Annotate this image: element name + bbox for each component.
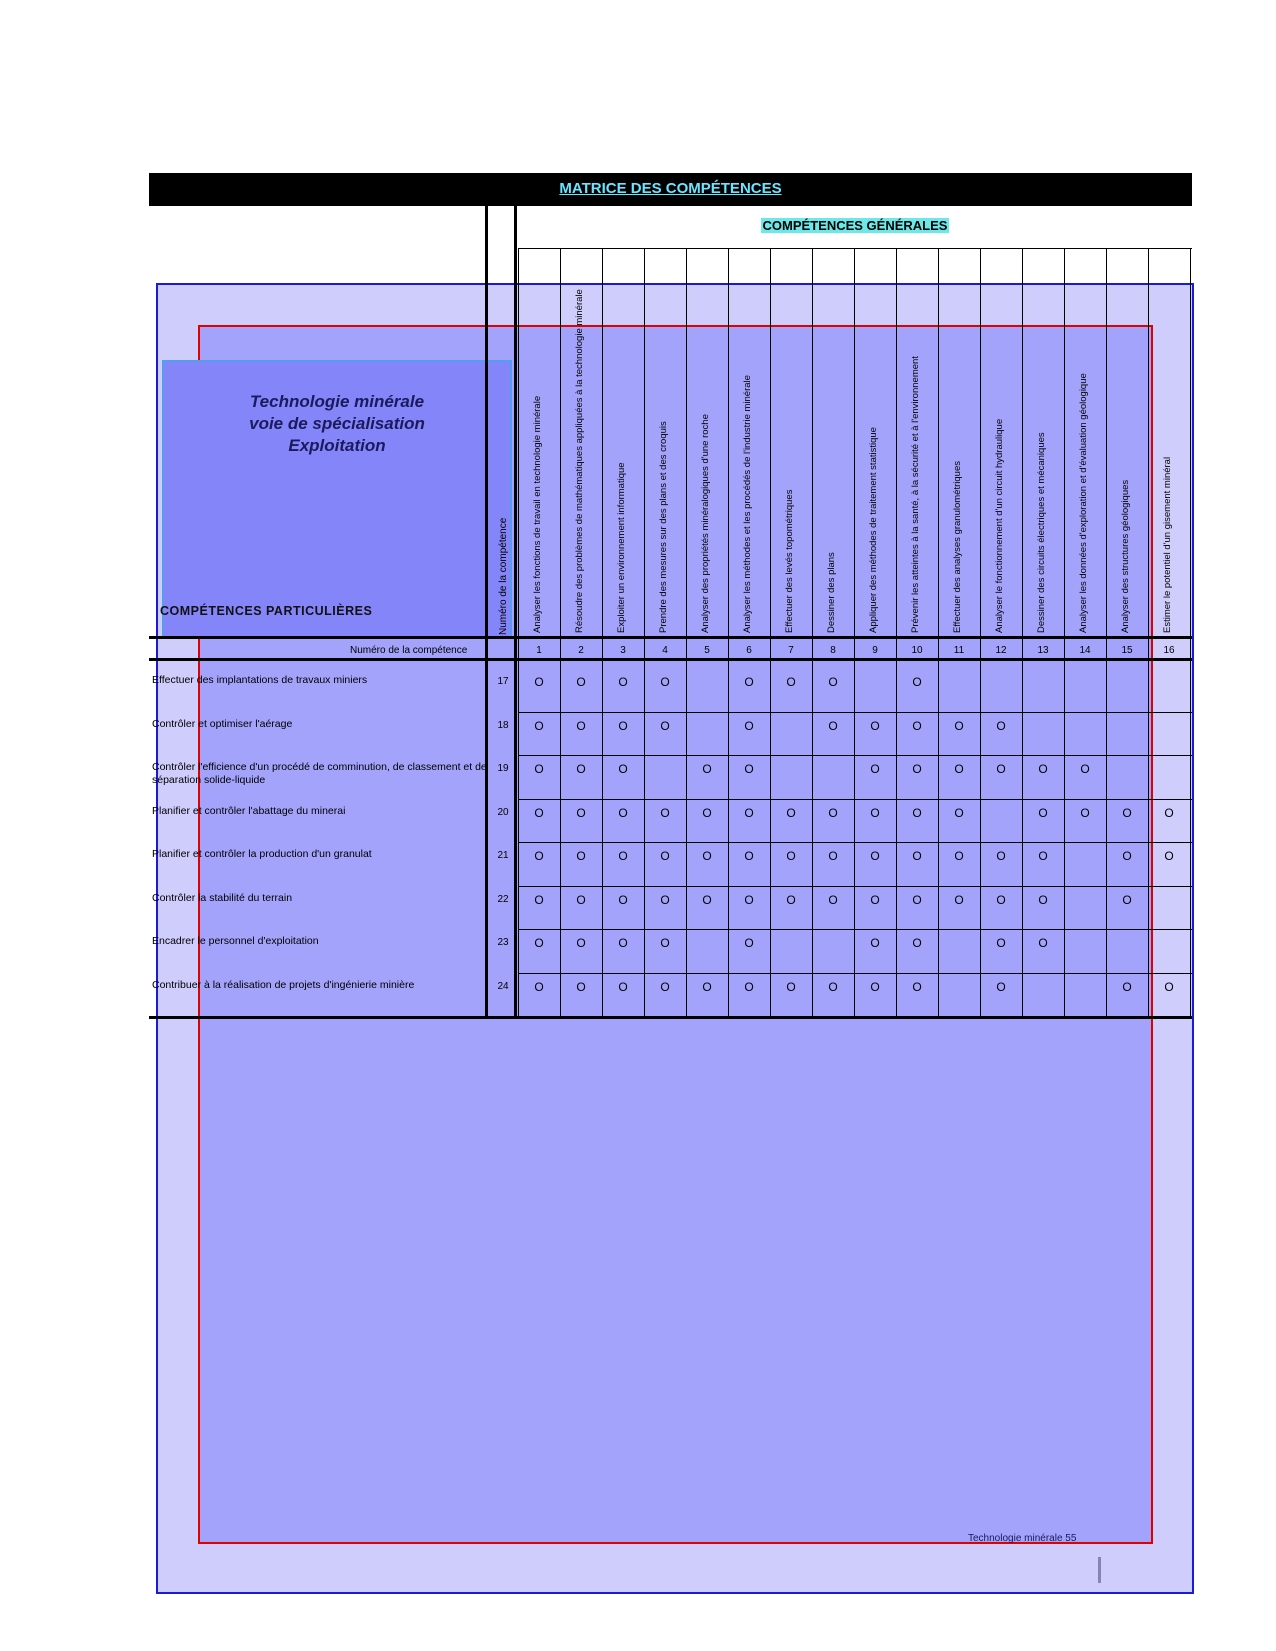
matrix-mark: O (618, 979, 628, 994)
column-number: 7 (788, 645, 794, 656)
particular-competence-label: Contrôler la stabilité du terrain (152, 891, 293, 904)
matrix-mark: O (1080, 805, 1090, 820)
matrix-mark: O (954, 849, 964, 863)
matrix-mark: O (702, 805, 712, 820)
matrix-mark: O (744, 718, 754, 733)
matrix-mark: O (534, 805, 544, 820)
matrix-mark: O (1038, 849, 1048, 863)
general-competences-title: COMPÉTENCES GÉNÉRALES (762, 218, 948, 233)
matrix-mark: O (744, 936, 754, 950)
matrix-mark: O (744, 892, 754, 907)
matrix-mark: O (828, 718, 838, 733)
column-number: 9 (872, 645, 878, 656)
matrix-mark: O (1038, 892, 1048, 907)
column-number: 4 (662, 645, 668, 656)
matrix-mark: O (618, 936, 628, 950)
matrix-mark: O (912, 936, 922, 950)
matrix-mark: O (702, 979, 712, 994)
matrix-mark: O (870, 892, 880, 907)
column-number: 3 (620, 645, 626, 656)
column-number: 6 (746, 645, 752, 656)
matrix-mark: O (576, 762, 586, 776)
row-divider (518, 886, 1192, 887)
matrix-mark: O (702, 762, 712, 776)
specialization-line-1: Technologie minérale (249, 392, 425, 411)
matrix-mark: O (786, 805, 796, 820)
matrix-mark: O (828, 849, 838, 863)
row-divider (518, 755, 1192, 756)
matrix-mark: O (534, 762, 544, 776)
matrix-mark: O (576, 849, 586, 863)
matrix-mark: O (576, 936, 586, 950)
column-number: 15 (1121, 645, 1133, 656)
particular-competence-label: Encadrer le personnel d'exploitation (152, 935, 319, 947)
matrix-mark: O (870, 762, 880, 776)
general-competence-header: Analyser les méthodes et les procédés de l'industrie minérale (742, 375, 753, 633)
matrix-mark: O (828, 979, 838, 994)
general-competence-header: Prévenir les atteintes à la santé, à la sécurité et à l'environnement (910, 356, 921, 633)
matrix-mark: O (786, 675, 796, 689)
matrix-mark: O (618, 675, 628, 689)
general-header-line (518, 248, 1192, 249)
number-column-header: Numéro de la compétence (498, 517, 509, 635)
header-bottom-line (149, 636, 1192, 639)
matrix-mark: O (618, 762, 628, 776)
matrix-mark: O (702, 892, 712, 907)
competence-number-label: Numéro de la compétence (350, 645, 468, 656)
matrix-mark: O (576, 805, 586, 820)
matrix-mark: O (1122, 805, 1132, 820)
general-competence-header: Exploiter un environnement informatique (616, 462, 627, 633)
particular-competence-number: 22 (497, 893, 509, 905)
column-divider (1148, 248, 1149, 1016)
particular-competence-number: 19 (497, 763, 509, 774)
matrix-mark: O (660, 675, 670, 689)
particular-competence-number: 23 (497, 937, 509, 948)
column-number: 11 (953, 645, 965, 656)
matrix-mark: O (1038, 805, 1048, 820)
matrix-mark: O (912, 762, 922, 776)
matrix-mark: O (576, 675, 586, 689)
general-competence-header: Analyser les données d'exploration et d'évaluation géologique (1078, 373, 1089, 633)
matrix-mark: O (660, 979, 670, 994)
column-divider (1190, 248, 1191, 1016)
matrix-mark: O (912, 849, 922, 863)
matrix-mark: O (660, 892, 670, 907)
title-bar (149, 173, 1192, 206)
general-competence-header: Analyser des structures géologiques (1120, 479, 1131, 633)
particular-competence-label: Planifier et contrôler la production d'un granulat (152, 848, 372, 860)
matrix-mark: O (618, 849, 628, 863)
matrix-mark: O (912, 892, 922, 907)
row-divider (518, 799, 1192, 800)
matrix-mark: O (996, 762, 1006, 776)
matrix-mark: O (744, 762, 754, 776)
row-divider (518, 929, 1192, 930)
specialization-line-3: Exploitation (288, 436, 386, 455)
general-competence-header: Effectuer des analyses granulométriques (952, 461, 963, 633)
matrix-mark: O (534, 979, 544, 994)
matrix-mark: O (912, 979, 922, 994)
general-competence-header: Analyser les fonctions de travail en technologie minérale (532, 395, 543, 633)
table-bottom-line (149, 1016, 1192, 1019)
particular-competence-number: 17 (497, 676, 509, 687)
column-number: 5 (704, 645, 710, 656)
matrix-mark: O (618, 718, 628, 733)
general-competence-header: Prendre des mesures sur des plans et des croquis (658, 421, 669, 633)
matrix-mark: O (534, 892, 544, 907)
general-competence-header: Appliquer des méthodes de traitement statistique (868, 427, 879, 633)
matrix-mark: O (786, 892, 796, 907)
particular-competences-label: COMPÉTENCES PARTICULIÈRES (160, 604, 373, 618)
row-divider (518, 712, 1192, 713)
matrix-mark: O (828, 675, 838, 689)
column-number: 8 (830, 645, 836, 656)
matrix-mark: O (996, 979, 1006, 994)
matrix-mark: O (870, 718, 880, 733)
particular-competence-number: 24 (497, 980, 509, 992)
specialization-title (163, 391, 511, 457)
matrix-mark: O (870, 805, 880, 820)
matrix-mark: O (996, 718, 1006, 733)
matrix-mark: O (744, 849, 754, 863)
matrix-mark: O (660, 849, 670, 863)
general-competence-header: Résoudre des problèmes de mathématiques appliquées à la technologie minérale (574, 289, 585, 633)
particular-competence-number: 18 (497, 719, 509, 731)
row-divider (518, 973, 1192, 974)
column-number: 2 (578, 645, 584, 656)
particular-competence-label: Contribuer à la réalisation de projets d'ingénierie minière (152, 978, 415, 991)
particular-competence-label: Effectuer des implantations de travaux miniers (152, 674, 368, 686)
matrix-mark: O (1038, 762, 1048, 776)
matrix-mark: O (996, 936, 1006, 950)
matrix-mark: O (954, 718, 964, 733)
general-competence-header: Estimer le potentiel d'un gisement minéral (1162, 456, 1173, 633)
specialization-line-2: voie de spécialisation (249, 414, 425, 433)
general-competence-header: Analyser le fonctionnement d'un circuit hydraulique (994, 418, 1005, 633)
matrix-mark: O (618, 892, 628, 907)
column-number: 1 (536, 645, 542, 656)
particular-competence-label: Contrôler l'efficience d'un procédé de comminution, de classement et de séparation solide-liquide (152, 761, 487, 786)
matrix-mark: O (660, 936, 670, 950)
number-row-bottom-line (149, 658, 1192, 661)
particular-competence-label: Planifier et contrôler l'abattage du minerai (152, 804, 346, 817)
matrix-mark: O (1122, 849, 1132, 863)
particular-competence-number: 21 (497, 850, 509, 861)
matrix-mark: O (576, 979, 586, 994)
matrix-mark: O (870, 849, 880, 863)
matrix-mark: O (534, 675, 544, 689)
matrix-mark: O (786, 979, 796, 994)
matrix-mark: O (1038, 936, 1048, 950)
matrix-mark: O (744, 979, 754, 994)
matrix-mark: O (954, 892, 964, 907)
general-competence-header: Dessiner des plans (826, 552, 837, 633)
matrix-mark: O (786, 849, 796, 863)
matrix-mark: O (744, 805, 754, 820)
matrix-mark: O (828, 892, 838, 907)
matrix-mark: O (534, 936, 544, 950)
matrix-mark: O (870, 936, 880, 950)
matrix-mark: O (744, 675, 754, 689)
matrix-mark: O (660, 805, 670, 820)
matrix-mark: O (870, 979, 880, 994)
general-competence-header: Effectuer des levés topométriques (784, 489, 795, 633)
matrix-mark: O (1122, 979, 1132, 994)
matrix-mark: O (702, 849, 712, 863)
column-number: 13 (1037, 645, 1049, 656)
matrix-mark: O (996, 849, 1006, 863)
matrix-mark: O (954, 805, 964, 820)
matrix-mark: O (912, 718, 922, 733)
matrix-mark: O (954, 762, 964, 776)
matrix-mark: O (912, 675, 922, 689)
matrix-mark: O (912, 805, 922, 820)
matrix-mark: O (534, 849, 544, 863)
matrix-mark: O (1122, 892, 1132, 907)
row-divider (518, 842, 1192, 843)
matrix-title: MATRICE DES COMPÉTENCES (559, 180, 782, 197)
matrix-mark: O (1080, 762, 1090, 776)
column-number: 10 (911, 645, 923, 656)
general-competence-header: Analyser des propriétés minéralogiques d'une roche (700, 414, 711, 633)
matrix-mark: O (996, 892, 1006, 907)
page-footer: Technologie minérale 55 (968, 1533, 1077, 1544)
matrix-mark: O (828, 805, 838, 820)
matrix-mark: O (660, 718, 670, 733)
column-number: 16 (1163, 645, 1175, 656)
matrix-mark: O (1164, 805, 1174, 820)
column-number: 12 (995, 645, 1007, 656)
particular-competence-label: Contrôler et optimiser l'aérage (152, 717, 293, 730)
matrix-mark: O (618, 805, 628, 820)
matrix-mark: O (1164, 979, 1174, 994)
particular-competence-number: 20 (497, 806, 509, 818)
general-competence-header: Dessiner des circuits électriques et mécaniques (1036, 432, 1047, 633)
column-number: 14 (1079, 645, 1091, 656)
specialization-block (162, 360, 512, 637)
footer-marker (1098, 1557, 1101, 1583)
column-divider (1064, 248, 1065, 1016)
matrix-mark: O (534, 718, 544, 733)
matrix-mark: O (576, 892, 586, 907)
matrix-mark: O (1164, 849, 1174, 863)
matrix-mark: O (576, 718, 586, 733)
